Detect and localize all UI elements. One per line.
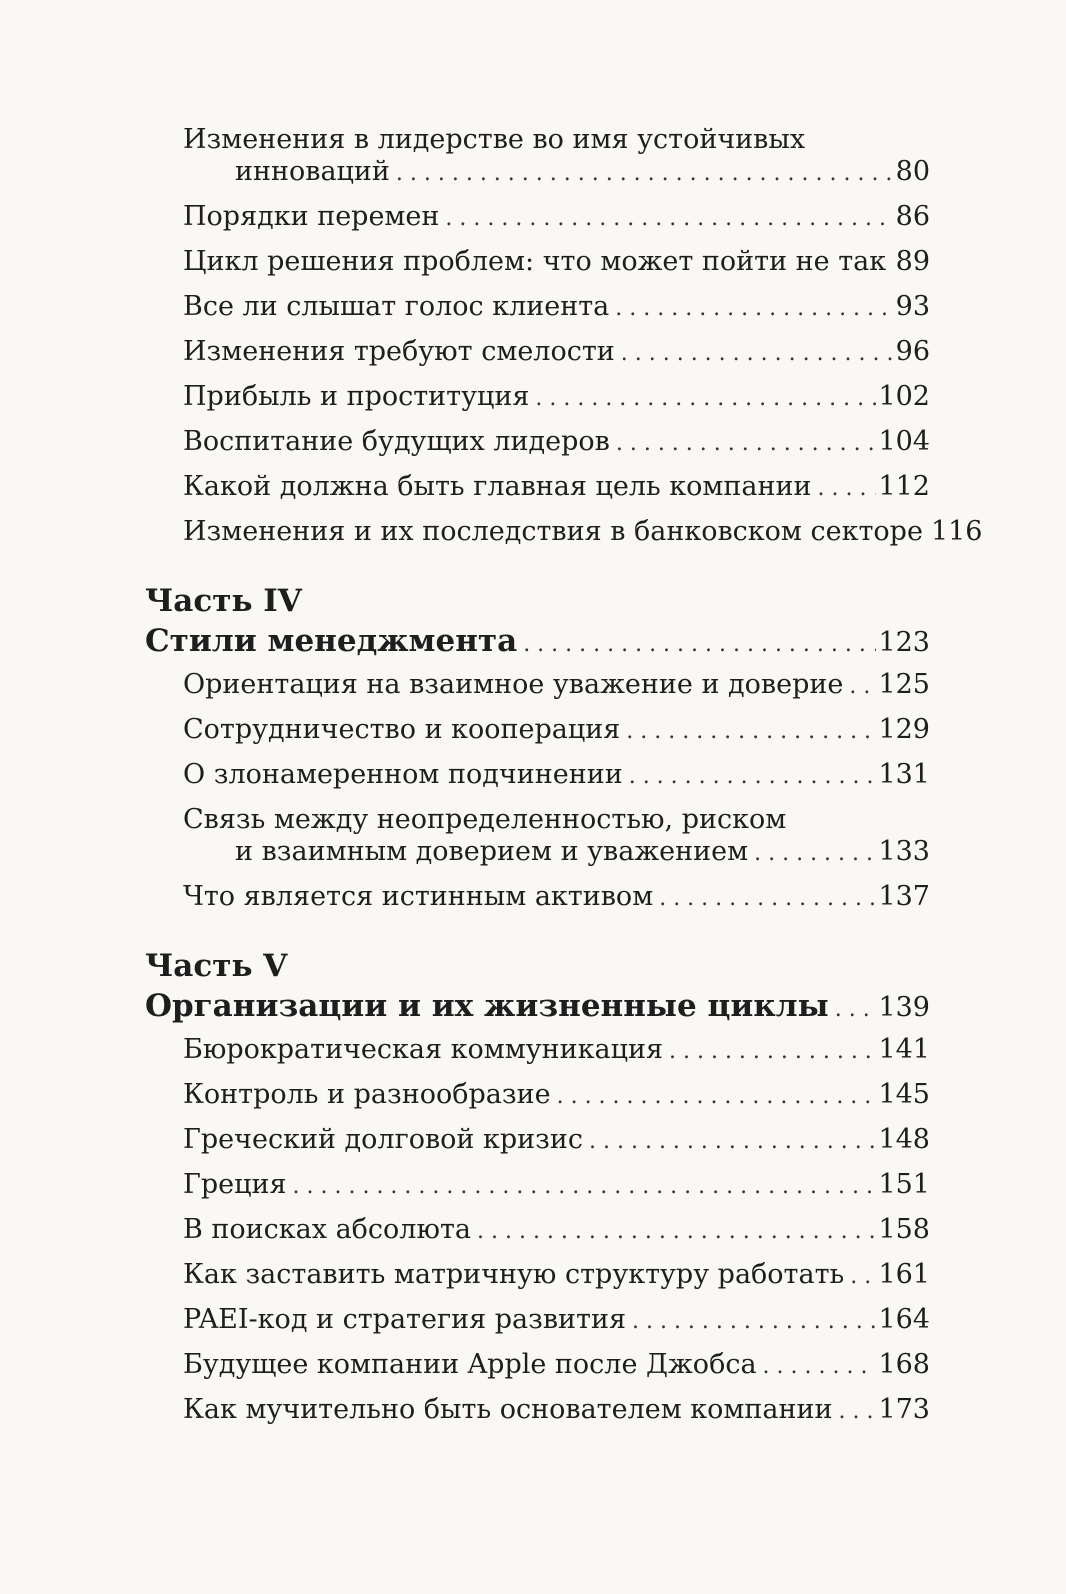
toc-entry[interactable] (183, 426, 930, 460)
toc-entry[interactable] (183, 1304, 930, 1338)
toc-entry[interactable] (183, 714, 930, 748)
dot-leader (818, 473, 877, 505)
toc-entry[interactable] (183, 516, 983, 550)
toc-entry-title: Ориентация на взаимное уважение и доверие (183, 669, 844, 700)
toc-part-4 (145, 583, 930, 915)
toc-entry-title: Какой должна быть главная цель компании (183, 471, 812, 502)
toc-entry-title: Связь между неопределенностью, риском (183, 804, 787, 835)
part-title-entry[interactable] (145, 988, 930, 1028)
part-label: Часть IV (145, 583, 302, 619)
toc-entry[interactable] (183, 381, 930, 415)
toc-entry-title: Греция (183, 1169, 287, 1200)
toc-entry[interactable] (183, 804, 930, 870)
toc-entry[interactable] (183, 471, 930, 505)
toc-entry-title: Бюрократическая коммуникация (183, 1034, 663, 1065)
dot-leader (892, 248, 893, 280)
toc-entry[interactable] (183, 881, 930, 915)
toc-entry-page: 116 (930, 516, 983, 547)
toc-entry[interactable] (183, 336, 930, 370)
toc-entry-page: 148 (878, 1124, 930, 1155)
toc-entry-title: Что является истинным активом (183, 881, 654, 912)
toc-part-5 (145, 948, 930, 1428)
dot-leader (615, 293, 893, 325)
toc-entry[interactable] (183, 291, 930, 325)
dot-leader (616, 428, 877, 460)
dot-leader (763, 1351, 877, 1383)
toc-entry[interactable] (183, 1079, 930, 1113)
part-title-entry[interactable] (145, 623, 930, 663)
toc-entry-title: Изменения требуют смелости (183, 336, 615, 367)
toc-entry-title: В поисках абсолюта (183, 1214, 471, 1245)
toc-entry-page: 151 (878, 1169, 930, 1200)
toc-entry-title: Будущее компании Apple после Джобса (183, 1349, 757, 1380)
toc-entry-title: Порядки перемен (183, 201, 440, 232)
toc-entry-page: 93 (895, 291, 930, 322)
dot-leader (754, 838, 876, 870)
toc-entry-page: 80 (895, 156, 930, 187)
dot-leader (535, 383, 876, 415)
dot-leader (849, 671, 876, 703)
toc-entry[interactable] (183, 1259, 930, 1293)
toc-entry-page: 112 (878, 471, 930, 502)
toc-entry-page: 161 (878, 1259, 930, 1290)
toc-entry-page: 141 (878, 1034, 930, 1065)
toc-entry-title: О злонамеренном подчинении (183, 759, 623, 790)
toc-entry[interactable] (183, 1349, 930, 1383)
toc-entry-page: 137 (878, 881, 930, 912)
toc-entry-title: Цикл решения проблем: что может пойти не так (183, 246, 887, 277)
dot-leader (659, 883, 876, 915)
dot-leader (621, 338, 894, 370)
dot-leader (835, 992, 877, 1028)
toc-entry-page: 131 (878, 759, 930, 790)
toc-entry[interactable] (183, 1124, 930, 1158)
toc-entry-page: 164 (878, 1304, 930, 1335)
table-of-contents (145, 124, 983, 1439)
dot-leader (839, 1396, 877, 1428)
toc-entry[interactable] (183, 1394, 930, 1428)
toc-entry[interactable] (183, 1214, 930, 1248)
toc-entry-title: PAEI-код и стратегия развития (183, 1304, 626, 1335)
toc-entry-page: 145 (878, 1079, 930, 1110)
dot-leader (850, 1261, 876, 1293)
dot-leader (629, 761, 877, 793)
toc-entry-page: 102 (878, 381, 930, 412)
toc-entry[interactable] (183, 246, 930, 280)
toc-entry-page: 173 (878, 1394, 930, 1425)
toc-entry-page: 104 (878, 426, 930, 457)
toc-entry[interactable] (183, 201, 930, 235)
dot-leader (523, 627, 876, 663)
part-title: Организации и их жизненные циклы (145, 988, 829, 1024)
toc-entry-title: Воспитание будущих лидеров (183, 426, 610, 457)
dot-leader (396, 158, 894, 190)
toc-entry-page: 96 (895, 336, 930, 367)
dot-leader (626, 716, 876, 748)
toc-entry-title-continuation: и взаимным доверием и уважением (235, 836, 749, 867)
toc-section-continued (145, 124, 983, 550)
toc-entry-title: Сотрудничество и кооперация (183, 714, 621, 745)
toc-entry-page: 168 (878, 1349, 930, 1380)
dot-leader (632, 1306, 876, 1338)
toc-entry-title: Контроль и разнообразие (183, 1079, 551, 1110)
toc-entry-title-continuation: инноваций (235, 156, 390, 187)
toc-entry-title: Прибыль и проституция (183, 381, 530, 412)
toc-entry-page: 125 (878, 669, 930, 700)
toc-entry[interactable] (183, 1169, 930, 1203)
dot-leader (589, 1126, 876, 1158)
dot-leader (477, 1216, 876, 1248)
toc-entry[interactable] (183, 1034, 930, 1068)
part-title: Стили менеджмента (145, 623, 518, 659)
dot-leader (445, 203, 893, 235)
toc-entry-page: 158 (878, 1214, 930, 1245)
dot-leader (557, 1081, 877, 1113)
part-page: 123 (878, 627, 930, 658)
toc-entry-title: Все ли слышат голос клиента (183, 291, 610, 322)
toc-entry-title: Как мучительно быть основателем компании (183, 1394, 833, 1425)
dot-leader (293, 1171, 877, 1203)
toc-entry-title: Греческий долговой кризис (183, 1124, 584, 1155)
toc-entry-page: 133 (878, 836, 930, 867)
toc-entry[interactable] (183, 669, 930, 703)
toc-entry-page: 86 (895, 201, 930, 232)
toc-entry-title: Как заставить матричную структуру работать (183, 1259, 845, 1290)
toc-entry[interactable] (183, 124, 930, 190)
toc-entry-title: Изменения в лидерстве во имя устойчивых (183, 124, 806, 155)
part-page: 139 (878, 992, 930, 1023)
part-label: Часть V (145, 948, 288, 984)
toc-entry-title: Изменения и их последствия в банковском секторе (183, 516, 923, 547)
toc-entry-page: 129 (878, 714, 930, 745)
dot-leader (669, 1036, 876, 1068)
toc-entry-page: 89 (895, 246, 930, 277)
toc-entry[interactable] (183, 759, 930, 793)
